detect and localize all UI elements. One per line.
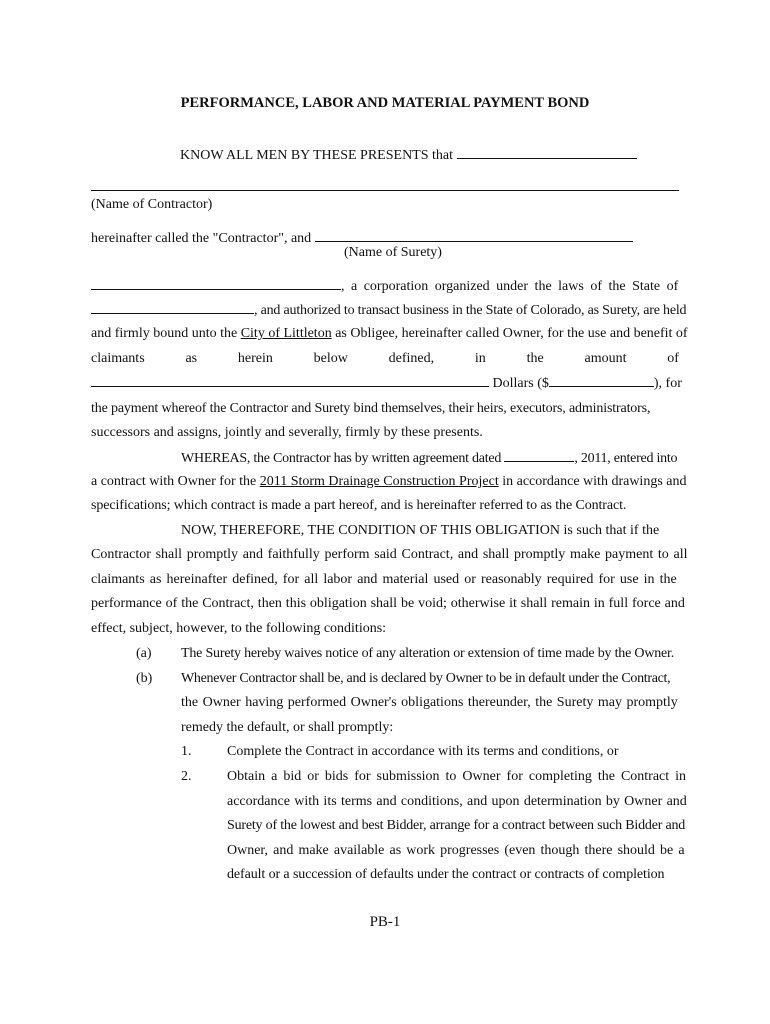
item-a-text: The Surety hereby waives notice of any alteration or extension of time made by the Owner. — [181, 646, 675, 661]
sub-item-2-line: Surety of the lowest and best Bidder, arrange for a contract between such Bidder and — [227, 818, 686, 833]
bound-post-text: as Obligee, hereinafter called Owner, for the use and benefit of — [335, 326, 688, 341]
surety-name-blank[interactable] — [315, 229, 633, 242]
sub-item-1-text: Complete the Contract in accordance with its terms and conditions, or — [227, 744, 619, 759]
specifications-line: specifications; which contract is made a part hereof, and is hereinafter referred to as the Contract. — [91, 498, 627, 513]
page-number: PB-1 — [369, 914, 401, 930]
successors-line: successors and assigns, jointly and severally, firmly by these presents. — [91, 425, 483, 440]
hereinafter-text: hereinafter called the "Contractor", and — [91, 231, 312, 246]
dollars-label: Dollars ($ — [492, 376, 549, 391]
name-of-contractor-label: (Name of Contractor) — [91, 197, 213, 212]
claimants-word: the — [526, 351, 544, 366]
name-of-surety-label: (Name of Surety) — [344, 245, 442, 260]
claimants-line — [91, 350, 679, 367]
know-all-text: KNOW ALL MEN BY THESE PRESENTS that — [180, 148, 454, 163]
contract-pre-text: a contract with Owner for the — [91, 474, 257, 489]
claimants-word: claimants — [91, 351, 145, 366]
surety-blank[interactable] — [91, 277, 341, 290]
obligee-name: City of Littleton — [240, 326, 332, 341]
claimants-word: defined, — [388, 351, 435, 366]
condition-line: performance of the Contract, then this obligation shall be void; otherwise it shall remain in full force and — [91, 596, 685, 611]
whereas-pre-text: WHEREAS, the Contractor has by written agreement dated — [181, 451, 502, 466]
amount-words-blank[interactable] — [91, 374, 489, 387]
claimants-word: below — [313, 351, 348, 366]
item-b-line: Whenever Contractor shall be, and is declared by Owner to be in default under the Contract, — [181, 671, 671, 686]
item-b-line: the Owner having performed Owner's obligations thereunder, the Surety may promptly — [181, 695, 678, 710]
bound-line — [91, 325, 688, 342]
sub-item-2-line: accordance with its terms and conditions, and upon determination by Owner and — [227, 794, 687, 809]
item-b-label: (b) — [136, 671, 153, 686]
whereas-line — [181, 449, 677, 467]
amount-number-blank[interactable] — [549, 374, 654, 387]
document-title: PERFORMANCE, LABOR AND MATERIAL PAYMENT BOND — [180, 95, 590, 111]
sub-item-2-line: Obtain a bid or bids for submission to Owner for completing the Contract in — [227, 769, 687, 784]
contract-post-text: in accordance with drawings and — [502, 474, 687, 489]
authorized-line — [91, 301, 686, 319]
payment-line: the payment whereof the Contractor and Surety bind themselves, their heirs, executors, administrators, — [91, 401, 651, 416]
claimants-word: amount — [584, 351, 627, 366]
claimants-word: as — [185, 351, 198, 366]
claimants-word: in — [474, 351, 486, 366]
claimants-word: herein — [237, 351, 273, 366]
item-b-last-line: remedy the default, or shall promptly: — [181, 720, 394, 735]
corporation-text: , a corporation organized under the laws of the State of — [341, 279, 679, 294]
condition-line: NOW, THEREFORE, THE CONDITION OF THIS OBLIGATION is such that if the — [181, 523, 660, 538]
sub-item-2-line: default or a succession of defaults under the contract or contracts of completion — [227, 867, 665, 882]
bound-pre-text: and firmly bound unto the — [91, 326, 238, 341]
sub-item-2-label: 2. — [181, 769, 192, 784]
sub-item-1-label: 1. — [181, 744, 192, 759]
know-all-line — [180, 146, 637, 164]
contractor-name-blank[interactable] — [457, 146, 637, 159]
whereas-post-text: , 2011, entered into — [574, 451, 678, 466]
dollars-line — [91, 374, 682, 392]
authorized-text: , and authorized to transact business in the State of Colorado, as Surety, are held — [254, 303, 687, 318]
effect-line: effect, subject, however, to the following conditions: — [91, 621, 387, 636]
claimants-word: of — [667, 351, 679, 366]
condition-line: claimants as hereinafter defined, for all labor and material used or reasonably required for use in the — [91, 572, 677, 587]
condition-line: Contractor shall promptly and faithfully perform said Contract, and shall promptly make payment to all — [91, 547, 688, 562]
corporation-line — [91, 277, 678, 295]
sub-item-2-line: Owner, and make available as work progresses (even though there should be a — [227, 843, 685, 858]
contract-line — [91, 473, 686, 490]
agreement-date-blank[interactable] — [504, 449, 574, 462]
state-blank[interactable] — [91, 301, 254, 314]
item-a-label: (a) — [136, 646, 152, 661]
contractor-name-line[interactable] — [91, 190, 679, 191]
for-text: ), for — [653, 376, 682, 391]
project-name: 2011 Storm Drainage Construction Project — [259, 474, 499, 489]
